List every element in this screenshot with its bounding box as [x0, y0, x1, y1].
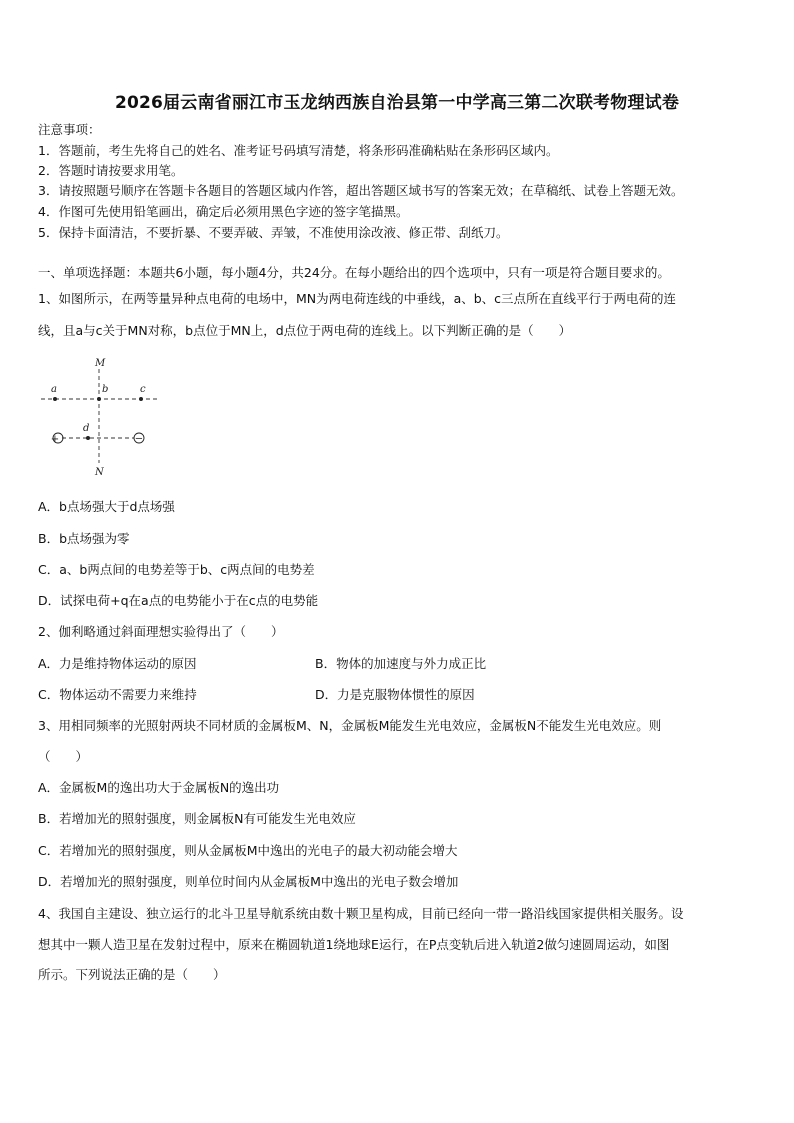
- question-3-option-d: D．若增加光的照射强度，则单位时间内从金属板M中逸出的光电子数会增加: [38, 874, 459, 889]
- label-b: b: [102, 384, 109, 395]
- question-2-option-c: C．物体运动不需要力来维持: [38, 687, 197, 702]
- question-1-option-c: C．a、b两点间的电势差等于b、c两点间的电势差: [38, 562, 315, 577]
- label-c: c: [140, 384, 146, 395]
- question-1-stem: 1、如图所示，在两等量异种点电荷的电场中，MN为两电荷连线的中垂线，a、b、c三点所在直线平行于两电荷的连: [38, 291, 677, 306]
- question-3-option-b: B．若增加光的照射强度，则金属板N有可能发生光电效应: [38, 811, 356, 826]
- point-b: [97, 397, 101, 401]
- question-1-option-d: D．试探电荷+q在a点的电势能小于在c点的电势能: [38, 593, 319, 608]
- notice-item: 5．保持卡面清洁，不要折暴、不要弄破、弄皱，不准使用涂改液、修正带、刮纸刀。: [38, 225, 509, 240]
- question-1-option-a: A．b点场强大于d点场强: [38, 499, 175, 514]
- point-d: [86, 436, 90, 440]
- question-3-stem: （ ）: [38, 749, 89, 764]
- label-N: N: [95, 467, 104, 478]
- plus-sign: +: [50, 434, 60, 445]
- notice-item: 3．请按照题号顺序在答题卡各题目的答题区域内作答，超出答题区域书写的答案无效；在草稿纸、试卷上答题无效。: [38, 183, 684, 198]
- label-a: a: [51, 384, 57, 395]
- question-4-stem: 想其中一颗人造卫星在发射过程中，原来在椭圆轨道1绕地球E运行，在P点变轨后进入轨道2做匀速圆周运动，如图: [38, 937, 670, 952]
- question-2-option-d: D．力是克服物体惯性的原因: [315, 687, 475, 702]
- exam-title: 2026届云南省丽江市玉龙纳西族自治县第一中学高三第二次联考物理试卷: [114, 93, 680, 113]
- label-d: d: [83, 423, 90, 434]
- question-2-stem: 2、伽利略通过斜面理想实验得出了（ ）: [38, 624, 284, 639]
- label-M: M: [95, 358, 106, 369]
- notice-item: 4．作图可先使用铅笔画出，确定后必须用黑色字迹的签字笔描黑。: [38, 204, 409, 219]
- question-4-stem: 所示。下列说法正确的是（ ）: [38, 967, 226, 982]
- question-4-stem: 4、我国自主建设、独立运行的北斗卫星导航系统由数十颗卫星构成，目前已经向一带一路沿线国家提供相关服务。设: [38, 906, 684, 921]
- notice-item: 2．答题时请按要求用笔。: [38, 163, 184, 178]
- electric-field-diagram: [38, 355, 168, 480]
- question-3-option-c: C．若增加光的照射强度，则从金属板M中逸出的光电子的最大初动能会增大: [38, 843, 458, 858]
- point-a: [53, 397, 57, 401]
- question-1-stem: 线，且a与c关于MN对称，b点位于MN上，d点位于两电荷的连线上。以下判断正确的是（ ）: [38, 323, 572, 338]
- question-3-option-a: A．金属板M的逸出功大于金属板N的逸出功: [38, 780, 280, 795]
- question-3-stem: 3、用相同频率的光照射两块不同材质的金属板M、N，金属板M能发生光电效应，金属板N不能发生光电效应。则: [38, 718, 662, 733]
- point-c: [139, 397, 143, 401]
- section-heading: 一、单项选择题：本题共6小题，每小题4分，共24分。在每小题给出的四个选项中，只有一项是符合题目要求的。: [38, 265, 670, 280]
- notice-item: 1．答题前，考生先将自己的姓名、准考证号码填写清楚，将条形码准确粘贴在条形码区域内。: [38, 143, 559, 158]
- question-2-option-b: B．物体的加速度与外力成正比: [315, 656, 487, 671]
- notice-heading: 注意事项：: [38, 122, 101, 137]
- question-2-option-a: A．力是维持物体运动的原因: [38, 656, 197, 671]
- question-1-option-b: B．b点场强为零: [38, 531, 130, 546]
- minus-sign: −: [134, 433, 144, 445]
